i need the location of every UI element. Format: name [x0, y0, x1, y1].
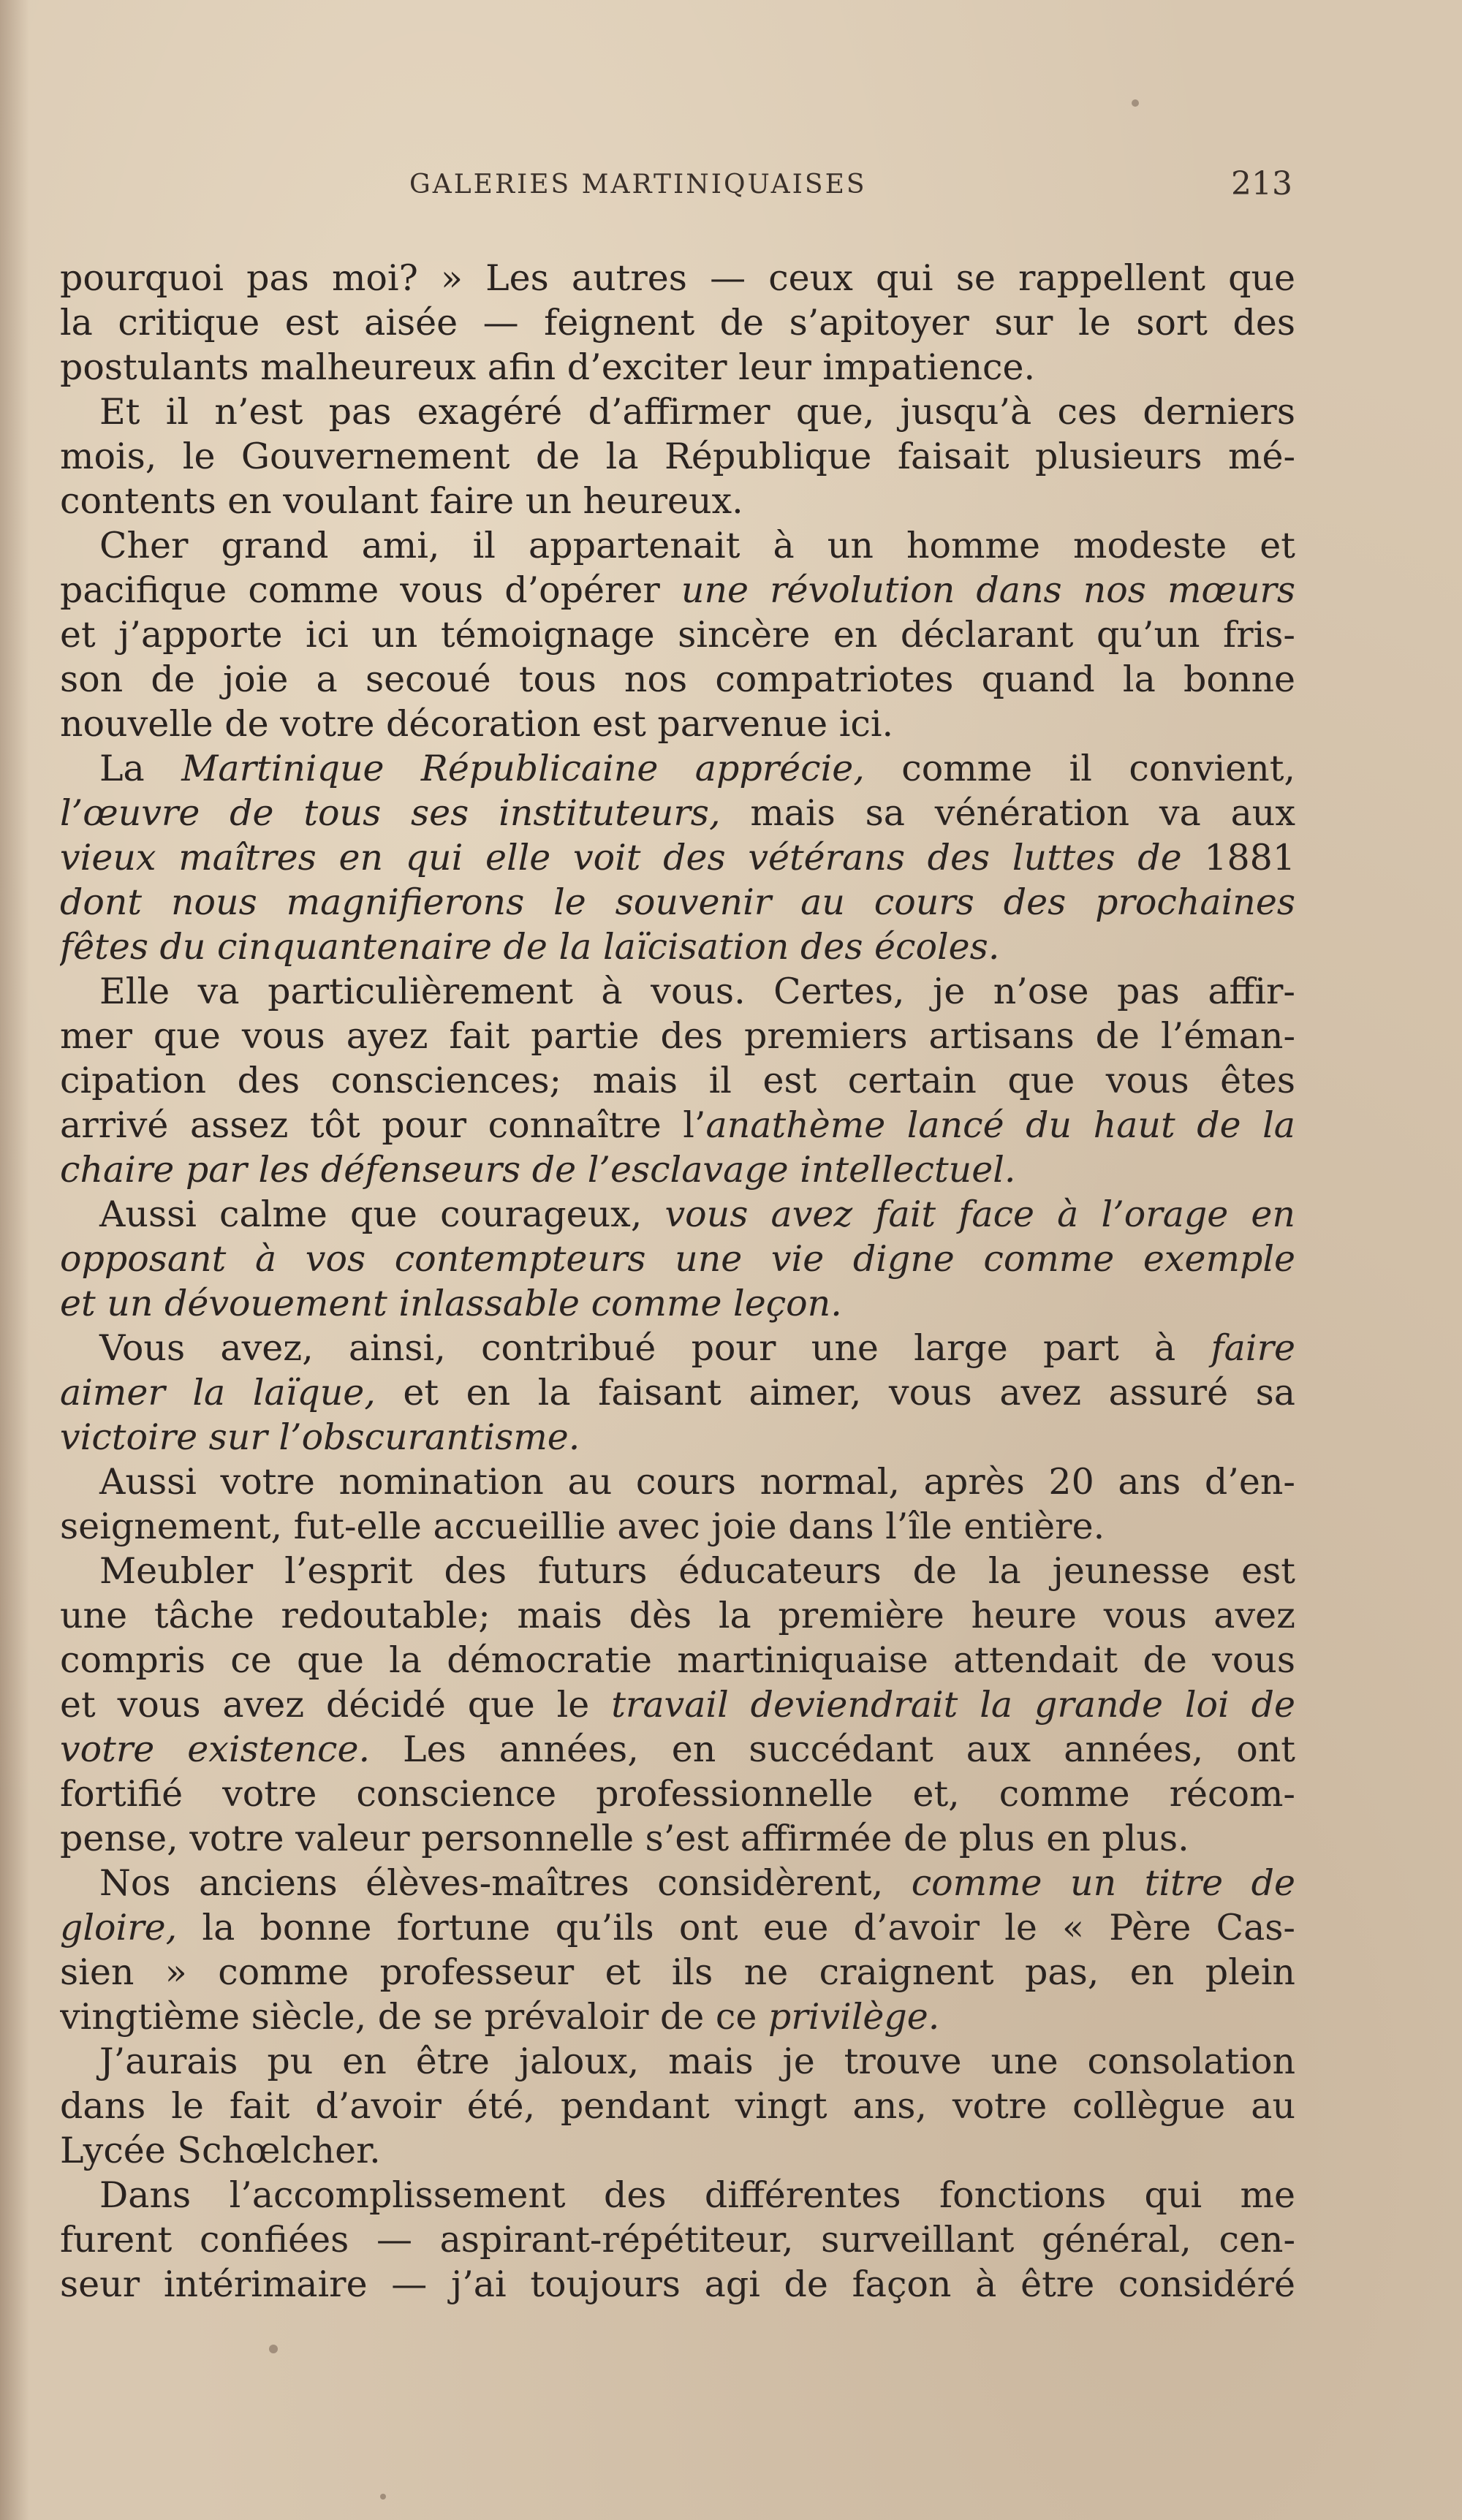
text-run: mois, le Gouvernement de la République faisait plusieurs mé- — [60, 436, 1295, 477]
text-run: compris ce que la démocratie martiniquaise attendait de vous — [60, 1639, 1295, 1681]
italic-text: opposant à vos contempteurs une vie digne comme exemple — [60, 1238, 1295, 1280]
text-line — [60, 612, 1295, 657]
text-line — [60, 2173, 1295, 2217]
italic-text: fêtes du cinquantenaire de la laïcisation des écoles. — [60, 926, 1000, 968]
text-line — [60, 1816, 1295, 1861]
italic-text: votre existence. — [60, 1728, 371, 1770]
text-line — [60, 1638, 1295, 1682]
text-run: seur intérimaire — j’ai toujours agi de façon à être considéré — [60, 2263, 1295, 2305]
text-line — [60, 1504, 1295, 1549]
text-run: la bonne fortune qu’ils ont eue d’avoir le « Père Cas- — [177, 1907, 1295, 1948]
text-run: Vous avez, ainsi, contribué pour une large part à — [99, 1327, 1211, 1369]
text-line — [60, 791, 1295, 835]
text-run: furent confiées — aspirant-répétiteur, surveillant général, cen- — [60, 2219, 1295, 2261]
text-run: pense, votre valeur personnelle s’est affirmée de plus en plus. — [60, 1818, 1189, 1859]
italic-text: privilège. — [768, 1996, 940, 2038]
text-run: Et il n’est pas exagéré d’affirmer que, jusqu’à ces derniers — [99, 391, 1295, 433]
italic-text: comme un titre de — [911, 1862, 1295, 1904]
text-run: Cher grand ami, il appartenait à un homme modeste et — [99, 525, 1295, 566]
text-line — [60, 568, 1295, 612]
italic-text: Martinique Républicaine apprécie, — [181, 748, 865, 789]
italic-text: travail deviendrait la grande loi de — [611, 1684, 1295, 1726]
text-line — [60, 523, 1295, 568]
text-line — [60, 746, 1295, 791]
text-line — [60, 1147, 1295, 1192]
italic-text: chaire par les défenseurs de l’esclavage intellectuel. — [60, 1149, 1016, 1191]
paper-speck — [269, 2345, 278, 2353]
text-line — [60, 1192, 1295, 1237]
text-line — [60, 969, 1295, 1014]
text-run: seignement, fut-elle accueillie avec joie dans l’île entière. — [60, 1506, 1105, 1547]
italic-text: vous avez fait face à l’orage en — [664, 1193, 1295, 1235]
text-run: dans le fait d’avoir été, pendant vingt ans, votre collègue au — [60, 2085, 1295, 2127]
italic-text: gloire, — [60, 1907, 178, 1948]
text-line — [60, 434, 1295, 479]
text-run: mer que vous ayez fait partie des premiers artisans de l’éman- — [60, 1015, 1295, 1057]
text-line — [60, 1905, 1295, 1950]
italic-text: et un dévouement inlassable comme leçon. — [60, 1283, 842, 1324]
text-run: vingtième siècle, de se prévaloir de ce — [60, 1996, 768, 2038]
text-line — [60, 1549, 1295, 1593]
text-run: postulants malheureux afin d’exciter leur impatience. — [60, 346, 1036, 388]
text-line — [60, 2262, 1295, 2307]
text-run: la critique est aisée — feignent de s’apitoyer sur le sort des — [60, 302, 1295, 344]
text-run: sien » comme professeur et ils ne craignent pas, en plein — [60, 1951, 1295, 1993]
text-run: Meubler l’esprit des futurs éducateurs de la jeunesse est — [99, 1550, 1295, 1592]
text-run: mais sa vénération va aux — [720, 792, 1295, 834]
text-line — [60, 1950, 1295, 1995]
text-line — [60, 345, 1295, 390]
text-line — [60, 256, 1295, 300]
text-run: et j’apporte ici un témoignage sincère en déclarant qu’un fris- — [60, 614, 1295, 656]
text-line — [60, 1281, 1295, 1326]
text-run: Aussi votre nomination au cours normal, après 20 ans d’en- — [99, 1461, 1295, 1503]
italic-text: l’œuvre de tous ses instituteurs, — [60, 792, 721, 834]
text-line — [60, 2128, 1295, 2173]
text-line — [60, 1727, 1295, 1772]
text-run: pacifique comme vous d’opérer — [60, 569, 681, 611]
italic-text: faire — [1211, 1327, 1295, 1369]
text-run: Aussi calme que courageux, — [99, 1193, 665, 1235]
text-run: arrivé assez tôt pour connaître l’ — [60, 1104, 706, 1146]
paper-speck — [1132, 99, 1139, 107]
text-run: Elle va particulièrement à vous. Certes, je n’ose pas affir- — [99, 971, 1295, 1012]
text-line — [60, 1682, 1295, 1727]
text-run: Dans l’accomplissement des différentes fonctions qui me — [99, 2174, 1295, 2216]
text-line — [60, 835, 1295, 880]
text-line — [60, 1460, 1295, 1504]
italic-text: aimer la laïque, — [60, 1372, 376, 1413]
text-run: une tâche redoutable; mais dès la première heure vous avez — [60, 1595, 1295, 1636]
text-line — [60, 1861, 1295, 1905]
text-line — [60, 2039, 1295, 2084]
body-text — [60, 256, 1295, 2307]
page-number: 213 — [1231, 165, 1292, 202]
text-line — [60, 1014, 1295, 1058]
text-run: pourquoi pas moi? » Les autres — ceux qui se rappellent que — [60, 257, 1295, 299]
paper-speck — [380, 2494, 386, 2500]
text-line — [60, 880, 1295, 925]
text-line — [60, 390, 1295, 434]
text-run: cipation des consciences; mais il est certain que vous êtes — [60, 1060, 1295, 1101]
text-line — [60, 1772, 1295, 1816]
text-line — [60, 2217, 1295, 2262]
text-run: Lycée Schœlcher. — [60, 2130, 381, 2171]
text-line — [60, 1326, 1295, 1370]
text-line — [60, 479, 1295, 523]
text-line — [60, 1370, 1295, 1415]
text-line — [60, 1103, 1295, 1147]
text-run: et vous avez décidé que le — [60, 1684, 612, 1726]
italic-text: vieux maîtres en qui elle voit des vétérans des luttes de — [60, 837, 1182, 878]
text-run: son de joie a secoué tous nos compatriotes quand la bonne — [60, 659, 1295, 700]
text-line — [60, 1593, 1295, 1638]
text-line — [60, 657, 1295, 702]
italic-text: dont nous magnifierons le souvenir au cours des prochaines — [60, 881, 1295, 923]
text-line — [60, 1415, 1295, 1460]
text-line — [60, 300, 1295, 345]
text-run: J’aurais pu en être jaloux, mais je trouve une consolation — [99, 2041, 1295, 2082]
text-run: fortifié votre conscience professionnelle et, comme récom- — [60, 1773, 1295, 1815]
text-run: La — [99, 748, 182, 789]
italic-text: victoire sur l’obscurantisme. — [60, 1416, 580, 1458]
text-run: 1881 — [1181, 837, 1295, 878]
running-title: GALERIES MARTINIQUAISES — [409, 170, 867, 200]
text-line — [60, 1237, 1295, 1281]
text-run: et en la faisant aimer, vous avez assuré sa — [375, 1372, 1295, 1413]
text-run: nouvelle de votre décoration est parvenue ici. — [60, 703, 894, 745]
text-run: contents en voulant faire un heureux. — [60, 480, 743, 522]
text-run: Nos anciens élèves-maîtres considèrent, — [99, 1862, 912, 1904]
text-line — [60, 925, 1295, 969]
text-line — [60, 1995, 1295, 2039]
text-run: comme il convient, — [864, 748, 1295, 789]
text-run: Les années, en succédant aux années, ont — [370, 1728, 1295, 1770]
text-line — [60, 702, 1295, 746]
text-line — [60, 1058, 1295, 1103]
italic-text: anathème lancé du haut de la — [705, 1104, 1295, 1146]
italic-text: une révolution dans nos mœurs — [681, 569, 1295, 611]
text-line — [60, 2084, 1295, 2128]
